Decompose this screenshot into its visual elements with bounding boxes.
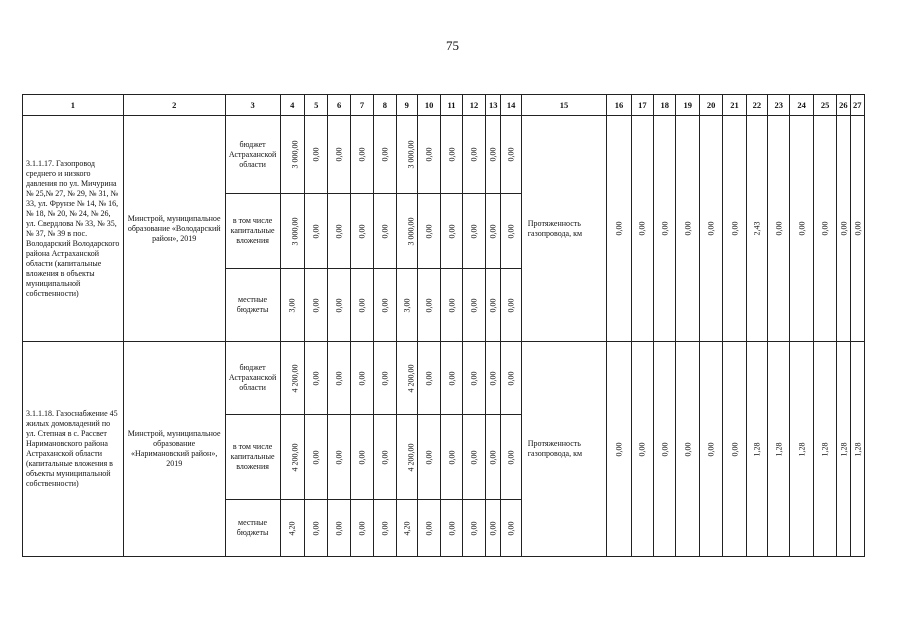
indicator-value-text: 0,00 [637,442,647,456]
indicator-value [790,116,813,342]
value-cell-text: 0,00 [380,298,390,312]
header-cell: 23 [768,95,790,116]
value-cell [417,194,440,269]
value-cell-text: 0,00 [469,147,479,162]
value-cell-text: 0,00 [447,224,457,238]
measure-source: Минстрой, муниципальное образование «Наримановский район», 2019 [123,342,225,557]
indicator-value-text: 0,00 [706,442,716,456]
value-cell [441,269,462,342]
value-cell [462,500,485,557]
header-cell: 15 [521,95,607,116]
funding-source: бюджет Астраханской области [225,342,280,415]
value-cell [350,415,373,500]
value-cell [462,415,485,500]
value-cell-text: 0,00 [469,521,479,535]
value-cell-text: 0,00 [380,147,390,162]
value-cell-text: 0,00 [424,371,434,385]
header-cell: 8 [374,95,396,116]
value-cell-text: 3,00 [402,298,412,312]
value-cell [441,116,462,194]
value-cell [441,500,462,557]
value-cell [350,269,373,342]
value-cell [417,269,440,342]
header-cell: 10 [417,95,440,116]
value-cell [441,415,462,500]
value-cell-text: 3 000,00 [406,140,416,169]
measure-description: 3.1.1.18. Газоснабжение 45 жилых домовладений по ул. Степная в с. Рассвет Наримановского района Астраханской области (капитальные вложения в объекты муниципальной собственности) [23,342,124,557]
value-cell-text: 0,00 [357,450,367,464]
value-cell [280,415,304,500]
indicator-value-text: 0,00 [730,221,739,236]
indicator-value [631,342,653,557]
value-cell-text: 4 200,00 [406,443,416,471]
header-cell: 3 [225,95,280,116]
indicator-value [676,342,699,557]
value-cell [350,194,373,269]
header-cell: 18 [654,95,676,116]
indicator-value-text: 0,00 [797,221,807,236]
indicator-value [746,116,767,342]
value-cell-text: 0,00 [424,298,434,312]
value-cell [304,194,327,269]
value-cell-text: 0,00 [357,371,367,385]
indicator-value [768,116,790,342]
value-cell [374,415,396,500]
value-cell [280,269,304,342]
value-cell [350,500,373,557]
value-cell [501,194,521,269]
value-cell-text: 4 200,00 [290,443,300,471]
value-cell [417,116,440,194]
value-cell-text: 0,00 [447,298,457,312]
header-cell: 9 [396,95,417,116]
value-cell [462,342,485,415]
value-cell-text: 0,00 [380,224,390,238]
value-cell-text: 0,00 [488,450,498,464]
value-cell-text: 0,00 [380,450,390,464]
value-cell [486,116,501,194]
indicator-value [837,342,850,557]
indicator-value [699,116,722,342]
value-cell [501,500,521,557]
value-cell-text: 0,00 [506,371,516,385]
value-cell [462,116,485,194]
table-row [23,116,865,194]
header-cell: 22 [746,95,767,116]
value-cell [441,194,462,269]
value-cell [374,342,396,415]
funding-source: в том числе капитальные вложения [225,194,280,269]
value-cell [396,269,417,342]
indicator-value-text: 0,00 [683,221,693,236]
value-cell [486,194,501,269]
value-cell [396,415,417,500]
value-cell-text: 0,00 [469,298,479,312]
funding-source: местные бюджеты [225,269,280,342]
indicator-value [654,116,676,342]
value-cell-text: 0,00 [311,147,321,162]
value-cell [304,415,327,500]
value-cell-text: 3 000,00 [290,217,300,245]
value-cell [462,269,485,342]
header-cell: 21 [723,95,746,116]
value-cell [441,342,462,415]
header-cell: 19 [676,95,699,116]
indicator-value-text: 0,00 [637,221,647,236]
value-cell-text: 0,00 [311,371,321,385]
header-cell: 7 [350,95,373,116]
indicator-value [813,342,836,557]
value-cell [280,116,304,194]
indicator-value-text: 0,00 [820,221,830,236]
value-cell [328,269,350,342]
value-cell-text: 0,00 [488,371,498,385]
funding-source: местные бюджеты [225,500,280,557]
value-cell-text: 0,00 [506,521,516,535]
value-cell [501,116,521,194]
value-cell-text: 0,00 [447,371,457,385]
value-cell [417,342,440,415]
value-cell-text: 0,00 [334,521,344,535]
value-cell [396,500,417,557]
value-cell [280,500,304,557]
header-cell: 1 [23,95,124,116]
header-cell: 24 [790,95,813,116]
header-cell: 14 [501,95,521,116]
header-cell: 26 [837,95,850,116]
value-cell [328,500,350,557]
indicator-value [607,342,631,557]
indicator-value-text: 1,28 [853,442,863,456]
value-cell-text: 0,00 [469,224,479,238]
indicator-value [723,116,746,342]
value-cell-text: 0,00 [357,224,367,238]
value-cell-text: 0,00 [506,147,516,162]
value-cell-text: 0,00 [506,298,516,312]
header-cell: 12 [462,95,485,116]
value-cell [486,342,501,415]
value-cell [486,415,501,500]
table-row [23,342,865,415]
value-cell [374,194,396,269]
value-cell-text: 0,00 [311,450,321,464]
value-cell [304,269,327,342]
value-cell-text: 4,20 [402,521,412,535]
value-cell-text: 3 000,00 [290,140,300,169]
indicator-value-text: 0,00 [706,221,716,236]
indicator-value-text: 2,43 [752,221,762,236]
value-cell-text: 0,00 [334,450,344,464]
indicator-value [850,116,864,342]
value-cell-text: 0,00 [380,521,390,535]
program-table [22,94,865,557]
value-cell [501,269,521,342]
value-cell-text: 0,00 [311,521,321,535]
value-cell [328,415,350,500]
indicator-value [699,342,722,557]
value-cell [280,342,304,415]
value-cell-text: 0,00 [380,371,390,385]
indicator-value-text: 1,28 [820,442,830,456]
measure-source: Минстрой, муниципальное образование «Володарский район», 2019 [123,116,225,342]
value-cell [374,500,396,557]
value-cell-text: 4 200,00 [406,364,416,392]
value-cell [501,415,521,500]
indicator-value-text: 0,00 [774,221,784,236]
indicator-value-text: 0,00 [730,442,739,456]
indicator-value [850,342,864,557]
indicator-value [746,342,767,557]
indicator-value-text: 0,00 [614,442,624,456]
value-cell [396,194,417,269]
indicator-value [654,342,676,557]
value-cell [374,269,396,342]
header-cell: 17 [631,95,653,116]
value-cell-text: 4 200,00 [290,364,300,392]
value-cell-text: 0,00 [334,147,344,162]
header-cell: 13 [486,95,501,116]
indicator-value-text: 0,00 [660,442,670,456]
indicator-value-text: 0,00 [839,221,849,236]
value-cell [304,116,327,194]
value-cell-text: 3,00 [287,298,297,312]
indicator-value [631,116,653,342]
header-cell: 16 [607,95,631,116]
header-cell: 11 [441,95,462,116]
value-cell [396,116,417,194]
value-cell-text: 0,00 [469,371,479,385]
value-cell-text: 0,00 [424,147,434,162]
value-cell-text: 0,00 [311,224,321,238]
value-cell-text: 3 000,00 [406,217,416,245]
value-cell [350,116,373,194]
value-cell-text: 0,00 [447,521,457,535]
value-cell [328,116,350,194]
value-cell [501,342,521,415]
indicator-value [790,342,813,557]
value-cell-text: 0,00 [334,224,344,238]
indicator-value-text: 0,00 [853,221,863,236]
value-cell [280,194,304,269]
value-cell-text: 0,00 [424,521,434,535]
value-cell-text: 0,00 [469,450,479,464]
value-cell [328,194,350,269]
value-cell [417,500,440,557]
header-cell: 6 [328,95,350,116]
header-cell: 27 [850,95,864,116]
indicator-value-text: 1,28 [752,442,762,456]
header-row [23,95,865,116]
indicator-value-text: 1,28 [839,442,849,456]
value-cell [417,415,440,500]
value-cell [462,194,485,269]
indicator-value [723,342,746,557]
value-cell-text: 0,00 [488,224,498,238]
indicator-value [607,116,631,342]
indicator-value [837,116,850,342]
value-cell-text: 0,00 [488,521,498,535]
indicator-value-text: 0,00 [660,221,670,236]
indicator-value-text: 1,28 [774,442,784,456]
header-cell: 20 [699,95,722,116]
value-cell-text: 0,00 [357,521,367,535]
page-number: 75 [446,38,459,53]
value-cell [486,500,501,557]
value-cell-text: 0,00 [488,298,498,312]
indicator-value-text: 1,28 [797,442,807,456]
funding-source: в том числе капитальные вложения [225,415,280,500]
indicator-value-text: 0,00 [683,442,693,456]
indicator-name: Протяженность газопровода, км [521,116,607,342]
indicator-value-text: 0,00 [614,221,624,236]
value-cell-text: 0,00 [334,298,344,312]
value-cell-text: 0,00 [357,298,367,312]
value-cell-text: 4,20 [287,521,297,535]
value-cell-text: 0,00 [311,298,321,312]
value-cell [396,342,417,415]
value-cell-text: 0,00 [506,450,516,464]
measure-description: 3.1.1.17. Газопровод среднего и низкого давления по ул. Мичурина № 25,№ 27, № 29, № 31, № 33, ул. Фрунзе № 14, № 16, № 18, № 20, № 24, № 26, ул. Свердлова № 33, № 35, № 37, № 39 в пос. Володарский Володарского района Астраханской области (капитальные вложения в объекты муниципальной собственности) [23,116,124,342]
header-cell: 25 [813,95,836,116]
value-cell [374,116,396,194]
value-cell [328,342,350,415]
value-cell-text: 0,00 [447,450,457,464]
header-cell: 4 [280,95,304,116]
value-cell [304,342,327,415]
value-cell-text: 0,00 [488,147,498,162]
header-cell: 2 [123,95,225,116]
value-cell-text: 0,00 [447,147,457,162]
indicator-value [676,116,699,342]
indicator-value [768,342,790,557]
value-cell [486,269,501,342]
value-cell [304,500,327,557]
value-cell-text: 0,00 [357,147,367,162]
funding-source: бюджет Астраханской области [225,116,280,194]
header-cell: 5 [304,95,327,116]
value-cell-text: 0,00 [334,371,344,385]
value-cell-text: 0,00 [424,224,434,238]
indicator-value [813,116,836,342]
value-cell-text: 0,00 [424,450,434,464]
value-cell [350,342,373,415]
indicator-name: Протяженность газопровода, км [521,342,607,557]
value-cell-text: 0,00 [506,224,516,238]
